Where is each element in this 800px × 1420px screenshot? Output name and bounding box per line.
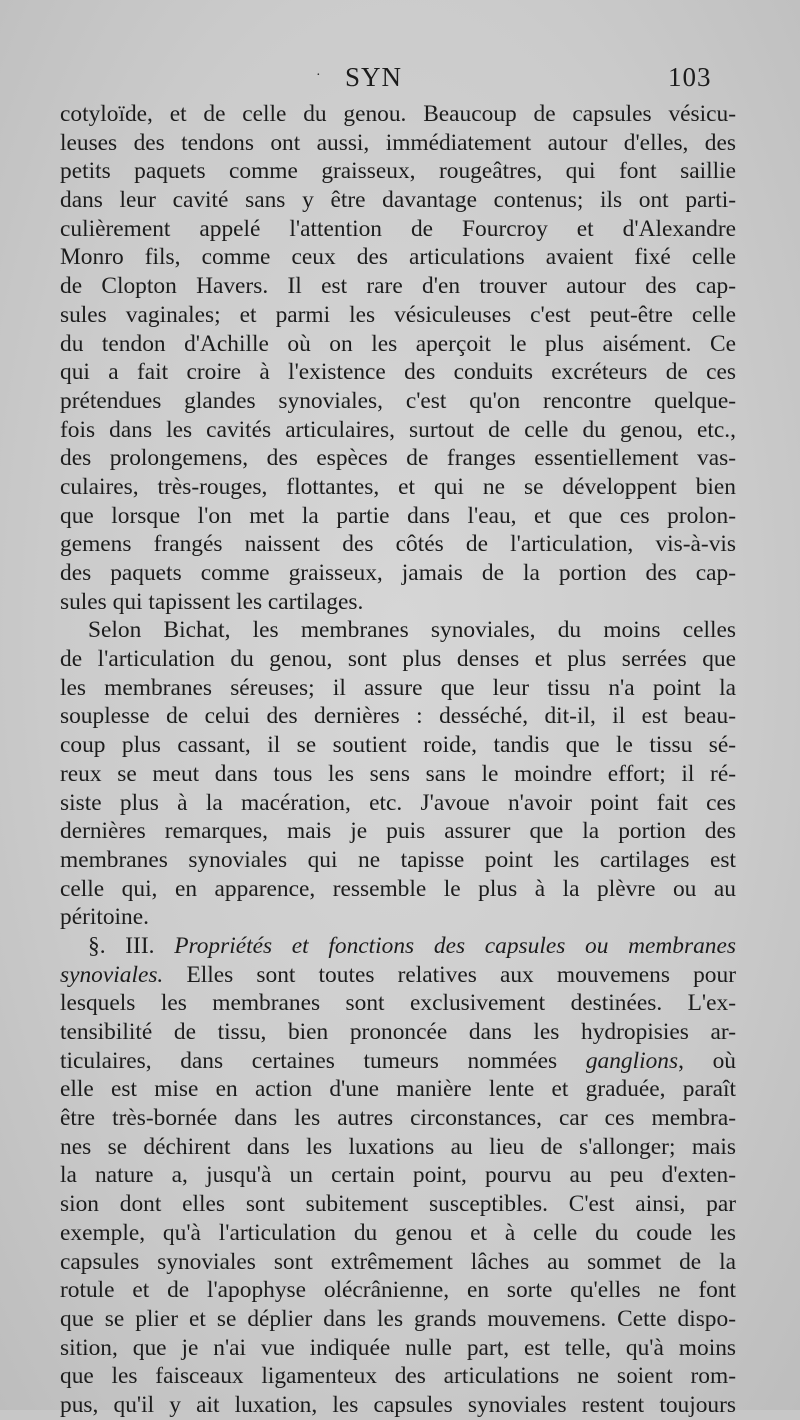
text-line: exemple, qu'à l'articulation du genou et à celle du coude les (60, 1219, 736, 1246)
text-line: coup plus cassant, il se soutient roide, tandis que le tissu sé- (60, 732, 736, 759)
text-line: que les faisceaux ligamenteux des articulations ne soient rom- (60, 1363, 736, 1390)
running-title: SYN (345, 62, 403, 92)
text-line: qui a fait croire à l'existence des conduits excréteurs de ces (60, 359, 736, 386)
text-line: que lorsque l'on met la partie dans l'eau, et que ces prolon- (60, 502, 736, 529)
text-line: Selon Bichat, les membranes synoviales, du moins celles (88, 617, 736, 644)
text-line: prétendues glandes synoviales, c'est qu'on rencontre quelque- (60, 387, 736, 414)
text-line: rotule et de l'apophyse olécrânienne, en sorte qu'elles ne font (60, 1277, 736, 1304)
text-line: culièrement appelé l'attention de Fourcroy et d'Alexandre (60, 215, 736, 242)
text-line: la nature a, jusqu'à un certain point, pourvu au peu d'exten- (60, 1162, 736, 1189)
section-text: Elles sont toutes relatives aux mouvemens pour (186, 961, 736, 988)
text-line: lesquels les membranes sont exclusivement destinées. L'ex- (60, 990, 736, 1017)
text-line: sules vaginales; et parmi les vésiculeuses c'est peut-être celle (60, 301, 736, 328)
text-line: reux se meut dans tous les sens sans le moindre effort; il ré- (60, 760, 736, 787)
text-line: dernières remarques, mais je puis assurer que la portion des (60, 818, 736, 845)
text-line: elle est mise en action d'une manière lente et graduée, paraît (60, 1076, 736, 1103)
text-line: capsules synoviales sont extrêmement lâches au sommet de la (60, 1248, 736, 1275)
page-number: 103 (668, 62, 712, 92)
text-line: culaires, très-rouges, flottantes, et qui ne se développent bien (60, 473, 736, 500)
section-numeral: III. (125, 932, 155, 959)
text-line: sion dont elles sont subitement susceptibles. C'est ainsi, par (60, 1191, 736, 1218)
text-line: membranes synoviales qui ne tapisse point les cartilages est (60, 846, 736, 873)
text-line: des prolongemens, des espèces de franges essentiellement vas- (60, 445, 736, 472)
header-mark: · (316, 68, 322, 83)
text-line: du tendon d'Achille où on les aperçoit le plus aisément. Ce (60, 330, 736, 357)
text-line: celle qui, en apparence, ressemble le plus à la plèvre ou au (60, 875, 736, 902)
body-text (60, 100, 736, 1420)
text-line: petits paquets comme graisseux, rougeâtres, qui font saillie (60, 158, 736, 185)
text-line: tensibilité de tissu, bien prononcée dans les hydropisies ar- (60, 1019, 736, 1045)
text-line: être très-bornée dans les autres circonstances, car ces membra- (60, 1105, 736, 1132)
text-line: cotyloïde, et de celle du genou. Beaucoup de capsules vésicu- (60, 101, 736, 127)
text-segment: , où (678, 1047, 736, 1074)
text-line: dans leur cavité sans y être davantage contenus; ils ont parti- (60, 187, 736, 214)
text-line: des paquets comme graisseux, jamais de la portion des cap- (60, 560, 736, 586)
section-marker: §. (88, 932, 106, 959)
text-line: péritoine. (60, 904, 149, 931)
text-line: Monro fils, comme ceux des articulations avaient fixé celle (60, 244, 736, 271)
text-line: fois dans les cavités articulaires, surtout de celle du genou, etc., (60, 416, 736, 443)
text-line (60, 1047, 736, 1076)
text-segment: ticulaires, dans certaines tumeurs nommées (60, 1047, 558, 1074)
section-title-continued: synoviales. (60, 961, 164, 988)
section-heading-line (60, 932, 736, 961)
italic-term: ganglions (585, 1047, 679, 1074)
text-line: les membranes séreuses; il assure que leur tissu n'a point la (60, 674, 736, 701)
text-line: siste plus à la macération, etc. J'avoue n'avoir point fait ces (60, 789, 736, 816)
text-line: sition, que je n'ai vue indiquée nulle part, est telle, qu'à moins (60, 1334, 736, 1361)
text-line: que se plier et se déplier dans les grands mouvemens. Cette dispo- (60, 1305, 736, 1332)
text-line: gemens frangés naissent des côtés de l'articulation, vis-à-vis (60, 531, 736, 558)
section-heading-line (60, 961, 736, 990)
text-line: nes se déchirent dans les luxations au lieu de s'allonger; mais (60, 1133, 736, 1160)
text-line: sules qui tapissent les cartilages. (60, 588, 364, 615)
running-header (0, 62, 800, 98)
text-line: de l'articulation du genou, sont plus denses et plus serrées que (60, 646, 736, 673)
section-title: Propriétés et fonctions des capsules ou membranes (174, 932, 736, 959)
text-line: leuses des tendons ont aussi, immédiatement autour d'elles, des (60, 129, 736, 156)
text-line: pus, qu'il y ait luxation, les capsules synoviales restent toujours (60, 1391, 736, 1418)
text-line: souplesse de celui des dernières : desséché, dit-il, il est beau- (60, 703, 736, 730)
text-line: de Clopton Havers. Il est rare d'en trouver autour des cap- (60, 273, 736, 300)
